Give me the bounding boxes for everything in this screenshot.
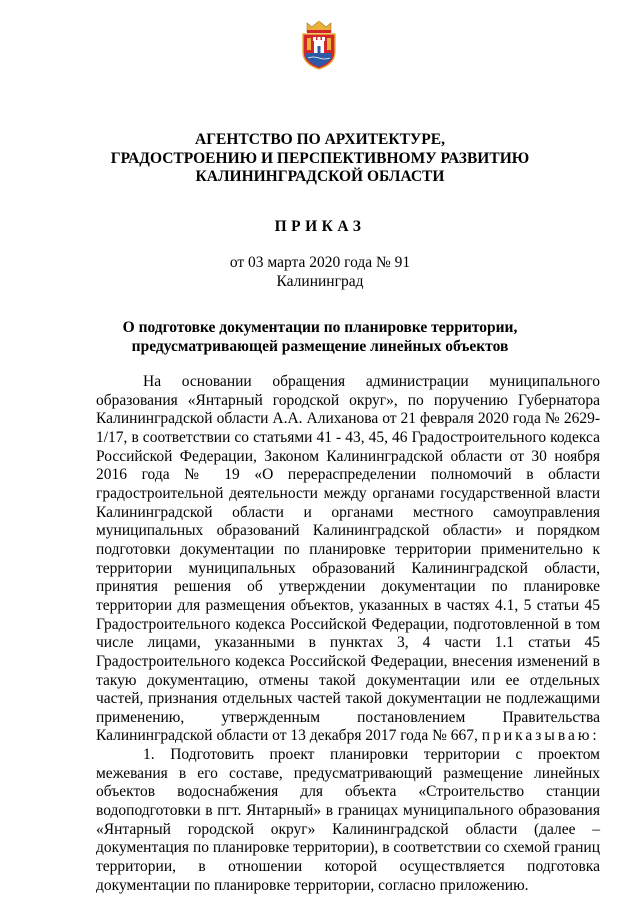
body-paragraph-2: 1. Подготовить проект планировки территории с проектом межевания в его составе, предусматривающий размещение линейных объектов водоснабжения для объекта «Строительство станции водоподготовки в пгт. Янтарный» в границах муниципального образования «Янтарный городской округ» Калининградской области (далее – документация по планировке территории), в соответствии со схемой границ территории, в отношении которой осуществляется подготовка документации по планировке территории, согласно приложению.: [96, 746, 600, 894]
order-meta: [0, 253, 640, 291]
order-body: [96, 373, 600, 895]
agency-name: [0, 131, 640, 187]
order-city: Калининград: [276, 273, 364, 290]
directive-word: приказываю:: [481, 727, 600, 745]
agency-line-2: ГРАДОСТРОЕНИЮ И ПЕРСПЕКТИВНОМУ РАЗВИТИЮ: [110, 149, 530, 167]
subject-line-1: О подготовке документации по планировке территории,: [122, 319, 518, 336]
agency-line-3: КАЛИНИНГРАДСКОЙ ОБЛАСТИ: [195, 168, 445, 185]
agency-line-1: АГЕНТСТВО ПО АРХИТЕКТУРЕ,: [195, 131, 445, 148]
subject-line-2: предусматривающей размещение линейных объектов: [131, 337, 509, 355]
paragraph-1-text: На основании обращения администрации муниципального образования «Янтарный городской округ», по поручению Губернатора Калининградской области А.А. Алиханова от 21 февраля 2020 года № 2629-1/17, в соответствии со статьями 41 - 43, 45, 46 Градостроительного кодекса Российской Федерации, Законом Калининградской области от 30 ноября 2016 года № 19 «О перераспределении полномочий в области градостроительной деятельности между органами государственной власти Калининградской области и органами местного самоуправления муниципальных образований Калининградской области» и порядком подготовки документации по планировке территории применительно к территории муниципальных образований Калининградской области, принятия решения об утверждении документации по планировке территории для размещения объектов, указанных в частях 4.1, 5 статьи 45 Градостроительного кодекса Российской Федерации, подготовленной в том числе лицами, указанными в пунктах 3, 4 части 1.1 статьи 45 Градостроительного кодекса Российской Федерации, внесения изменений в такую документацию, отмены такой документации или ее отдельных частей, признания отдельных частей такой документации не подлежащими применению, утвержденным постановлением Правительства Калининградской области от 13 декабря 2017 года № 667,: [96, 373, 600, 745]
coat-of-arms-icon: [299, 20, 339, 70]
order-title: ПРИКАЗ: [274, 218, 366, 235]
body-paragraph-1: [96, 373, 600, 746]
order-subject: [0, 319, 640, 356]
order-date-number: от 03 марта 2020 года № 91: [229, 254, 411, 271]
